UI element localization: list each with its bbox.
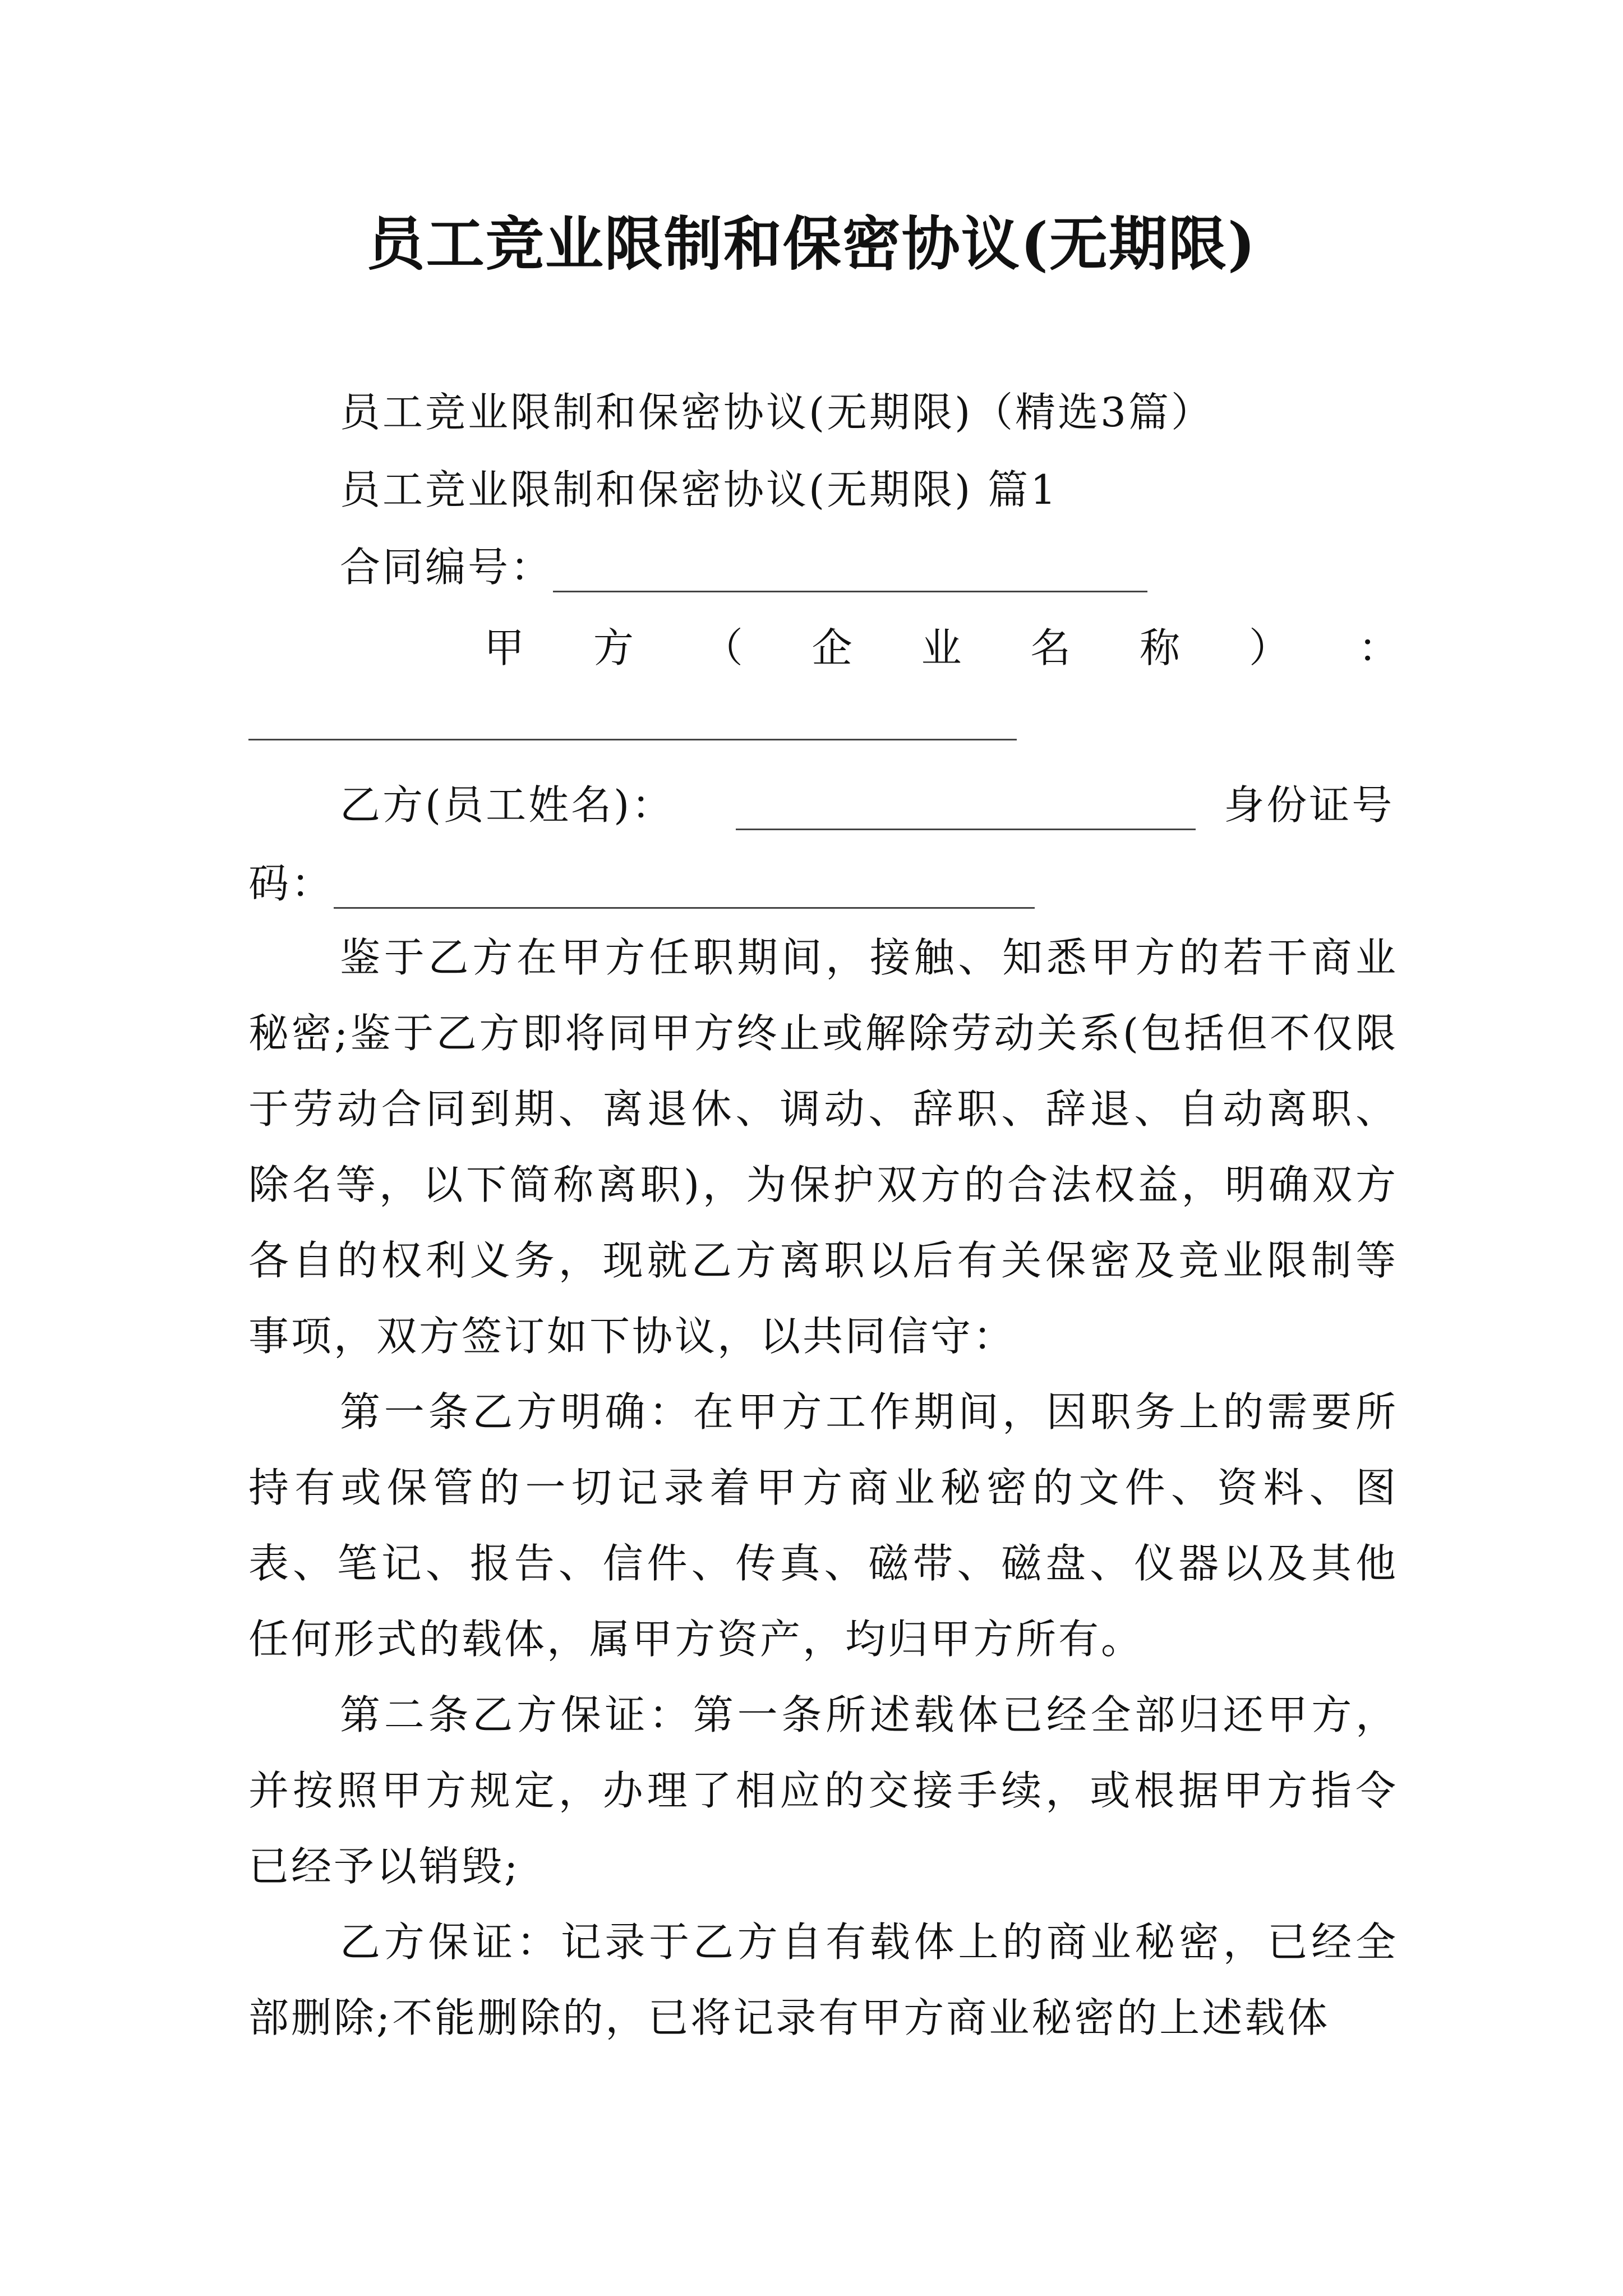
party-a-row <box>484 623 1401 673</box>
party-b-label: 乙方(员工姓名)： <box>340 781 675 829</box>
party-a-char: 企 <box>811 624 855 671</box>
party-b-row <box>340 780 1394 830</box>
paragraph-recitals: 鉴于乙方在甲方任职期间，接触、知悉甲方的若干商业秘密;鉴于乙方即将同甲方终止或解除劳动关系(包括但不仅限于劳动合同到期、离退休、调动、辞职、辞退、自动离职、除名等，以下简称离职)，为保护双方的合法权益，明确双方各自的权利义务，现就乙方离职以后有关保密及竞业限制等事项，双方签订如下协议，以共同信守： <box>248 934 1398 1360</box>
id-number-label: 身份证号 <box>1224 781 1395 829</box>
contract-number-label: 合同编号： <box>340 544 554 591</box>
party-a-char: 称 <box>1140 624 1183 671</box>
party-a-char: （ <box>702 624 745 671</box>
id-number-label-cont: 码： <box>248 860 334 907</box>
party-a-blank <box>248 702 1017 740</box>
contract-number-blank <box>553 548 1147 592</box>
party-b-name-blank <box>736 792 1196 830</box>
paragraph-article-2-cont: 乙方保证：记录于乙方自有载体上的商业秘密，已经全部删除;不能删除的，已将记录有甲方商业秘密的上述载体 <box>248 1918 1398 2041</box>
contract-number-row <box>340 542 1147 592</box>
paragraph-article-1: 第一条乙方明确：在甲方工作期间，因职务上的需要所持有或保管的一切记录着甲方商业秘密的文件、资料、图表、笔记、报告、信件、传真、磁带、磁盘、仪器以及其他任何形式的载体，属甲方资产，均归甲方所有。 <box>248 1388 1398 1663</box>
party-a-char: 方 <box>593 624 636 671</box>
document-title: 员工竞业限制和保密协议(无期限) <box>366 209 1257 278</box>
party-a-char: ） <box>1249 624 1292 671</box>
collection-heading: 员工竞业限制和保密协议(无期限)（精选3篇） <box>340 389 1214 436</box>
party-a-char: ： <box>1358 624 1401 671</box>
id-number-blank <box>334 870 1035 909</box>
paragraph-article-2: 第二条乙方保证：第一条所述载体已经全部归还甲方，并按照甲方规定，办理了相应的交接手续，或根据甲方指令已经予以销毁; <box>248 1691 1398 1890</box>
party-a-char: 名 <box>1030 624 1073 671</box>
part-heading: 员工竞业限制和保密协议(无期限) 篇1 <box>340 466 1058 513</box>
party-a-char: 业 <box>921 624 964 671</box>
party-a-blank-row <box>248 690 1017 740</box>
party-a-char: 甲 <box>484 624 527 671</box>
id-number-row <box>248 858 1035 909</box>
